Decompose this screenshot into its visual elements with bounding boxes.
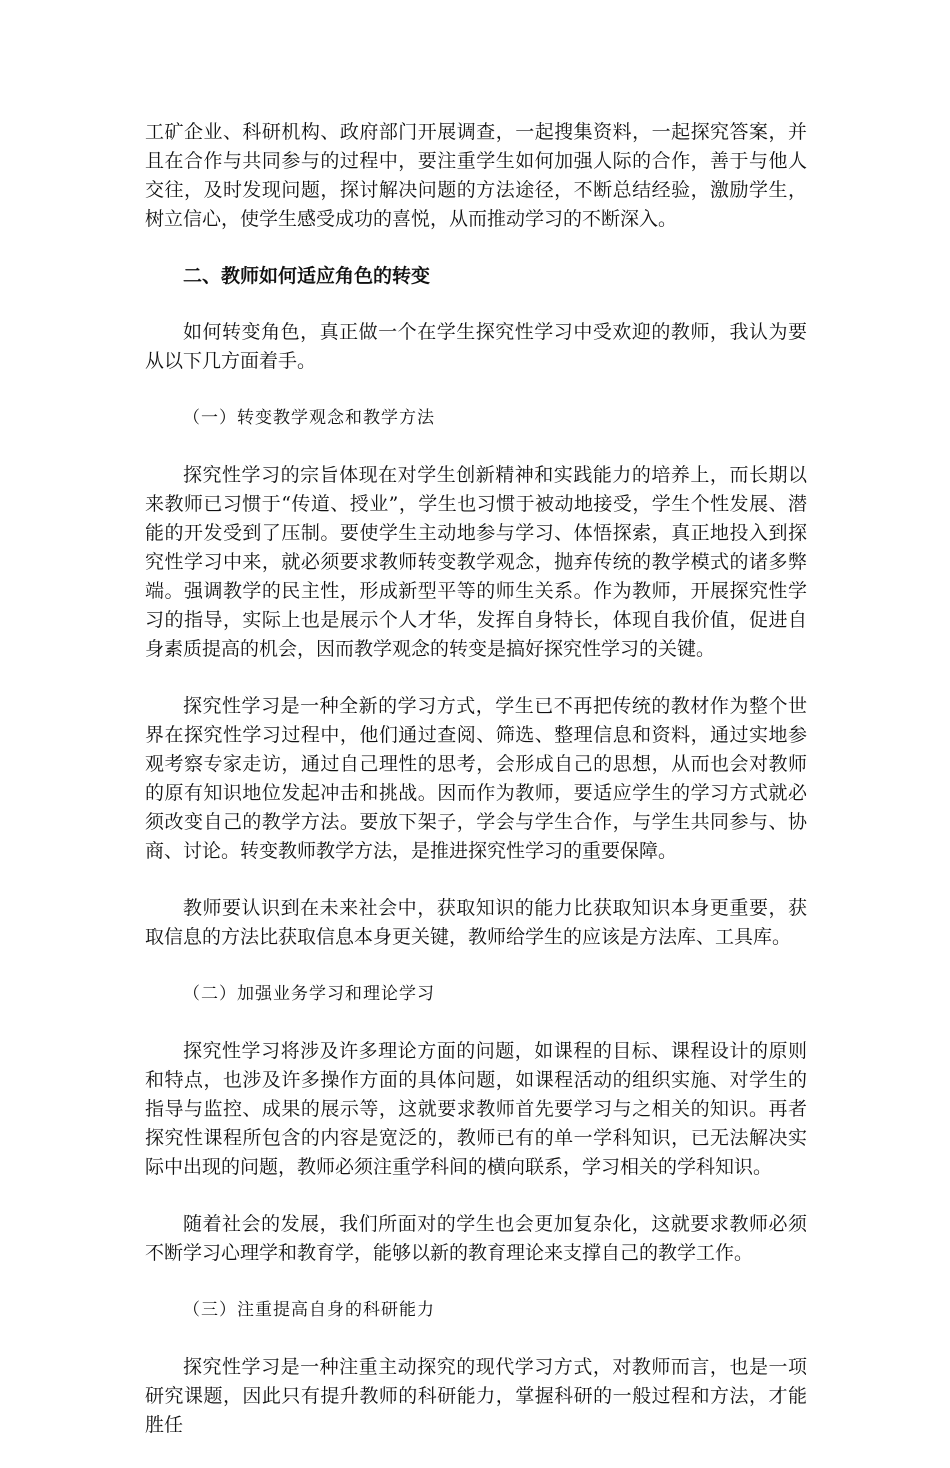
paragraph-knowledge-ability: 教师要认识到在未来社会中，获取知识的能力比获取知识本身更重要，获取信息的方法比获取信息本身更关键，教师给学生的应该是方法库、工具库。 [145,897,807,948]
paragraph-psychology-study: 随着社会的发展，我们所面对的学生也会更加复杂化，这就要求教师必须不断学习心理学和教育学，能够以新的教育理论来支撑自己的教学工作。 [145,1213,807,1264]
paragraph-teaching-concept: 探究性学习的宗旨体现在对学生创新精神和实践能力的培养上，而长期以来教师已习惯于“传道、授业”，学生也习惯于被动地接受，学生个性发展、潜能的开发受到了压制。要使学生主动地参与学习、体悟探索，真正地投入到探究性学习中来，就必须要求教师转变教学观念，抛弃传统的教学模式的诸多弊端。强调教学的民主性，形成新型平等的师生关系。作为教师，开展探究性学习的指导，实际上也是展示个人才华，发挥自身特长，体现自我价值，促进自身素质提高的机会，因而教学观念的转变是搞好探究性学习的关键。 [145,464,807,660]
subsection-heading-1: （一）转变教学观念和教学方法 [183,408,435,428]
subsection-heading-2: （二）加强业务学习和理论学习 [183,984,435,1004]
section-heading-2: 二、教师如何适应角色的转变 [183,265,431,287]
document-page [145,118,807,1468]
subsection-heading-3: （三）注重提高自身的科研能力 [183,1300,435,1320]
paragraph-new-learning-method: 探究性学习是一种全新的学习方式，学生已不再把传统的教材作为整个世界在探究性学习过程中，他们通过查阅、筛选、整理信息和资料，通过实地参观考察专家走访，通过自己理性的思考，会形成自己的思想，从而也会对教师的原有知识地位发起冲击和挑战。因而作为教师，要适应学生的学习方式就必须改变自己的教学方法。要放下架子，学会与学生合作，与学生共同参与、协商、讨论。转变教师教学方法，是推进探究性学习的重要保障。 [145,695,807,862]
paragraph-role-change-intro: 如何转变角色，真正做一个在学生探究性学习中受欢迎的教师，我认为要从以下几方面着手。 [145,321,807,372]
paragraph-research-ability: 探究性学习是一种注重主动探究的现代学习方式，对教师而言，也是一项研究课题，因此只有提升教师的科研能力，掌握科研的一般过程和方法，才能胜任 [145,1356,807,1436]
paragraph-theory-study: 探究性学习将涉及许多理论方面的问题，如课程的目标、课程设计的原则和特点，也涉及许多操作方面的具体问题，如课程活动的组织实施、对学生的指导与监控、成果的展示等，这就要求教师首先要学习与之相关的知识。再者探究性课程所包含的内容是宽泛的，教师已有的单一学科知识，已无法解决实际中出现的问题，教师必须注重学科间的横向联系，学习相关的学科知识。 [145,1040,807,1178]
paragraph-intro-continued: 工矿企业、科研机构、政府部门开展调查，一起搜集资料，一起探究答案，并且在合作与共同参与的过程中，要注重学生如何加强人际的合作，善于与他人交往，及时发现问题，探讨解决问题的方法途径，不断总结经验，激励学生，树立信心，使学生感受成功的喜悦，从而推动学习的不断深入。 [145,121,807,230]
